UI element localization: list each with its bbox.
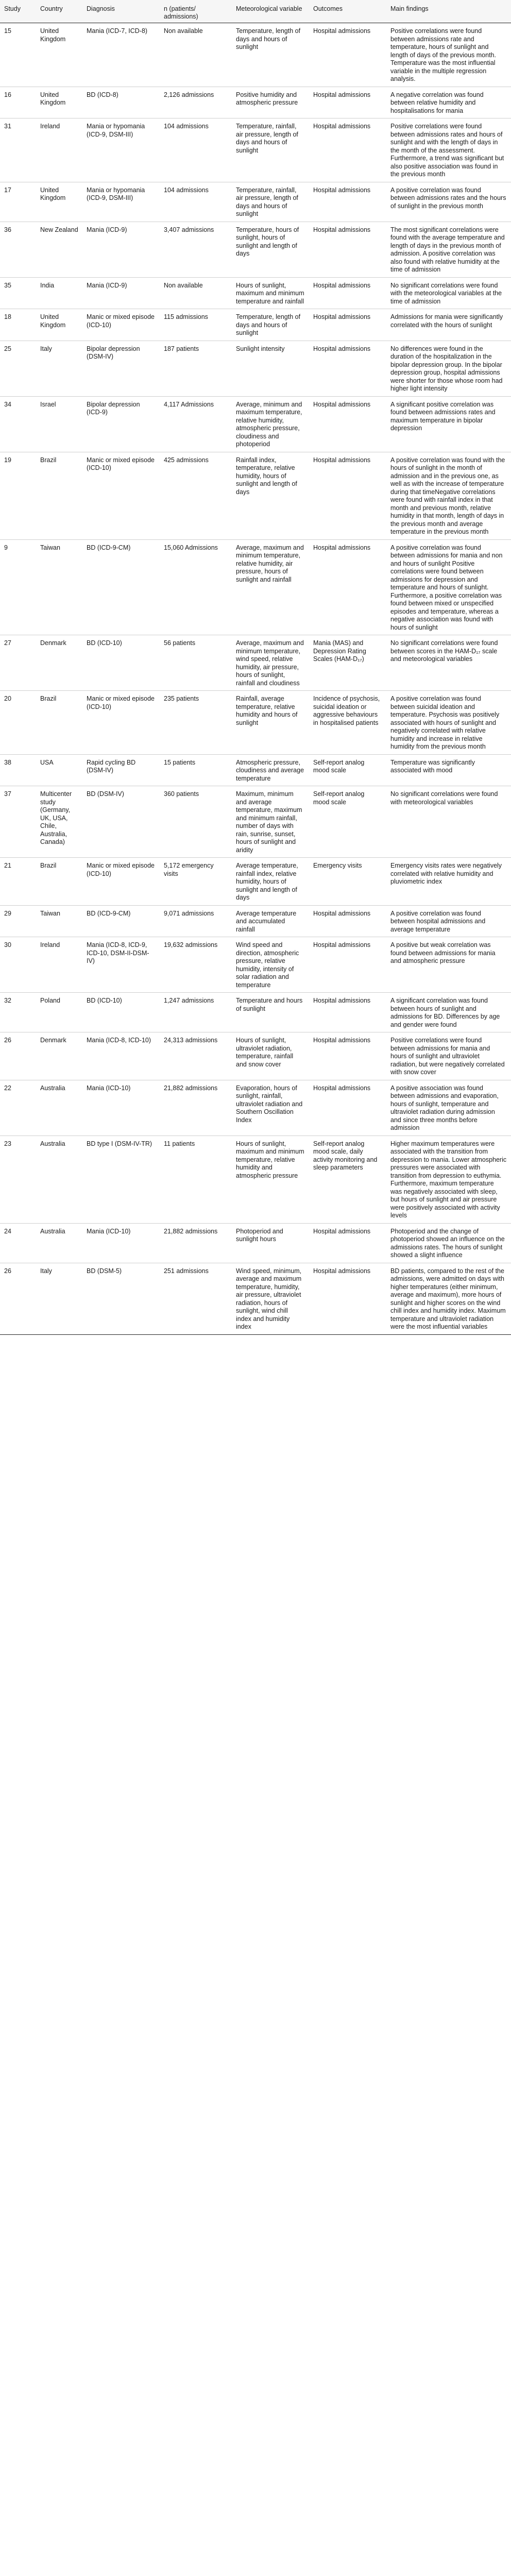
cell-country: USA bbox=[36, 754, 82, 786]
cell-country: Brazil bbox=[36, 691, 82, 755]
cell-diagnosis: BD (ICD-8) bbox=[82, 87, 160, 118]
cell-outcomes: Self-report analog mood scale, daily activity monitoring and sleep parameters bbox=[309, 1136, 386, 1223]
cell-country: Australia bbox=[36, 1080, 82, 1136]
cell-country: Brazil bbox=[36, 452, 82, 539]
table-row bbox=[0, 905, 511, 937]
cell-outcomes: Hospital admissions bbox=[309, 1223, 386, 1263]
header-n: n (patients/ admissions) bbox=[160, 0, 232, 23]
cell-findings: A significant positive correlation was found between admissions rates and maximum temperature in bipolar depression bbox=[386, 396, 511, 452]
cell-n: 235 patients bbox=[160, 691, 232, 755]
cell-n: 187 patients bbox=[160, 341, 232, 396]
table-row bbox=[0, 858, 511, 906]
cell-study: 22 bbox=[0, 1080, 36, 1136]
cell-meteorological: Average, minimum and maximum temperature, relative humidity, atmospheric pressure, cloudiness and photoperiod bbox=[232, 396, 309, 452]
cell-outcomes: Hospital admissions bbox=[309, 118, 386, 182]
cell-study: 16 bbox=[0, 87, 36, 118]
cell-outcomes: Hospital admissions bbox=[309, 23, 386, 87]
cell-findings: Higher maximum temperatures were associated with the transition from depression to mania. Lower atmospheric pressures were associated with transition from depression to euthymia. Furthermore, maximum temperature was negatively associated with sleep, but hours of sunlight and air pressure were positively associated with activity levels bbox=[386, 1136, 511, 1223]
cell-findings: BD patients, compared to the rest of the admissions, were admitted on days with higher temperatures (either minimum, average and maximum), more hours of sunlight and higher scores on the wind chill index and humidity index. Maximum temperature and ultraviolet radiation were the most influential variables bbox=[386, 1263, 511, 1334]
cell-outcomes: Hospital admissions bbox=[309, 396, 386, 452]
cell-n: 21,882 admissions bbox=[160, 1080, 232, 1136]
cell-diagnosis: BD (DSM-5) bbox=[82, 1263, 160, 1334]
cell-study: 37 bbox=[0, 786, 36, 858]
cell-n: 15,060 Admissions bbox=[160, 539, 232, 635]
cell-meteorological: Average, maximum and minimum temperature, relative humidity, air pressure, hours of sunlight and rainfall bbox=[232, 539, 309, 635]
cell-country: Israel bbox=[36, 396, 82, 452]
cell-diagnosis: Manic or mixed episode (ICD-10) bbox=[82, 452, 160, 539]
table-row bbox=[0, 118, 511, 182]
cell-country: Taiwan bbox=[36, 539, 82, 635]
cell-meteorological: Temperature, length of days and hours of sunlight bbox=[232, 309, 309, 341]
cell-findings: Temperature was significantly associated with mood bbox=[386, 754, 511, 786]
header-findings: Main findings bbox=[386, 0, 511, 23]
cell-findings: A positive correlation was found between hospital admissions and average temperature bbox=[386, 905, 511, 937]
cell-study: 15 bbox=[0, 23, 36, 87]
cell-findings: A positive association was found between admissions and evaporation, hours of sunlight, temperature and ultraviolet radiation during admission and since three months before admission bbox=[386, 1080, 511, 1136]
cell-country: Multicenter study (Germany, UK, USA, Chile, Australia, Canada) bbox=[36, 786, 82, 858]
cell-country: Australia bbox=[36, 1136, 82, 1223]
cell-study: 24 bbox=[0, 1223, 36, 1263]
cell-meteorological: Average temperature, rainfall index, relative humidity, hours of sunlight and length of days bbox=[232, 858, 309, 906]
table-row bbox=[0, 786, 511, 858]
cell-n: 115 admissions bbox=[160, 309, 232, 341]
cell-findings: A positive correlation was found between suicidal ideation and temperature. Psychosis was positively associated with hours of sunlight and negatively correlated with relative humidity and increase in relative humidity from the previous month bbox=[386, 691, 511, 755]
cell-outcomes: Hospital admissions bbox=[309, 277, 386, 309]
cell-outcomes: Emergency visits bbox=[309, 858, 386, 906]
table-row bbox=[0, 87, 511, 118]
cell-n: 3,407 admissions bbox=[160, 222, 232, 277]
table-row bbox=[0, 222, 511, 277]
cell-diagnosis: Mania or hypomania (ICD-9, DSM-III) bbox=[82, 118, 160, 182]
cell-outcomes: Incidence of psychosis, suicidal ideation or aggressive behaviours in hospitalised patients bbox=[309, 691, 386, 755]
cell-meteorological: Rainfall, average temperature, relative humidity and hours of sunlight bbox=[232, 691, 309, 755]
cell-findings: Photoperiod and the change of photoperiod showed an influence on the admissions rates. The hours of sunlight showed a slight influence bbox=[386, 1223, 511, 1263]
cell-diagnosis: Manic or mixed episode (ICD-10) bbox=[82, 691, 160, 755]
cell-country: Denmark bbox=[36, 635, 82, 691]
cell-study: 21 bbox=[0, 858, 36, 906]
cell-study: 25 bbox=[0, 341, 36, 396]
cell-diagnosis: Mania (ICD-8, ICD-9, ICD-10, DSM-II-DSM-IV) bbox=[82, 937, 160, 993]
cell-country: Brazil bbox=[36, 858, 82, 906]
cell-meteorological: Temperature, length of days and hours of sunlight bbox=[232, 23, 309, 87]
cell-diagnosis: BD (ICD-10) bbox=[82, 993, 160, 1032]
cell-country: Denmark bbox=[36, 1032, 82, 1080]
table-row bbox=[0, 396, 511, 452]
cell-study: 26 bbox=[0, 1263, 36, 1334]
cell-study: 31 bbox=[0, 118, 36, 182]
cell-meteorological: Maximum, minimum and average temperature, maximum and minimum rainfall, number of days with rain, sunrise, sunset, hours of sunlight and aridity bbox=[232, 786, 309, 858]
cell-study: 36 bbox=[0, 222, 36, 277]
table-row bbox=[0, 23, 511, 87]
table-row bbox=[0, 452, 511, 539]
cell-meteorological: Atmospheric pressure, cloudiness and average temperature bbox=[232, 754, 309, 786]
cell-n: 11 patients bbox=[160, 1136, 232, 1223]
cell-outcomes: Hospital admissions bbox=[309, 905, 386, 937]
header-meteorological: Meteorological variable bbox=[232, 0, 309, 23]
cell-outcomes: Hospital admissions bbox=[309, 937, 386, 993]
cell-meteorological: Temperature, rainfall, air pressure, length of days and hours of sunlight bbox=[232, 118, 309, 182]
cell-meteorological: Temperature and hours of sunlight bbox=[232, 993, 309, 1032]
cell-country: Italy bbox=[36, 341, 82, 396]
cell-findings: A positive correlation was found between admissions rates and the hours of sunlight in the previous month bbox=[386, 182, 511, 222]
table-row bbox=[0, 539, 511, 635]
cell-findings: No significant correlations were found with the meteorological variables at the time of admission bbox=[386, 277, 511, 309]
cell-n: 15 patients bbox=[160, 754, 232, 786]
cell-findings: A positive correlation was found with the hours of sunlight in the month of admission and in the previous one, as well as with the increase of temperature during that timeNegative correlations were found with rainfall index in that month and previous month, relative humidity in that month, length of days in the previous month and average temperature in the previous month bbox=[386, 452, 511, 539]
header-country: Country bbox=[36, 0, 82, 23]
cell-n: 24,313 admissions bbox=[160, 1032, 232, 1080]
cell-meteorological: Hours of sunlight, ultraviolet radiation, temperature, rainfall and snow cover bbox=[232, 1032, 309, 1080]
cell-country: Ireland bbox=[36, 118, 82, 182]
cell-outcomes: Self-report analog mood scale bbox=[309, 786, 386, 858]
cell-study: 29 bbox=[0, 905, 36, 937]
cell-outcomes: Hospital admissions bbox=[309, 452, 386, 539]
cell-country: Taiwan bbox=[36, 905, 82, 937]
cell-diagnosis: BD (DSM-IV) bbox=[82, 786, 160, 858]
cell-diagnosis: Manic or mixed episode (ICD-10) bbox=[82, 309, 160, 341]
cell-outcomes: Hospital admissions bbox=[309, 341, 386, 396]
cell-outcomes: Hospital admissions bbox=[309, 1032, 386, 1080]
cell-findings: Emergency visits rates were negatively correlated with relative humidity and pluviometric index bbox=[386, 858, 511, 906]
table-header bbox=[0, 0, 511, 23]
cell-findings: A positive but weak correlation was found between admissions for mania and atmospheric pressure bbox=[386, 937, 511, 993]
cell-outcomes: Hospital admissions bbox=[309, 993, 386, 1032]
cell-n: 21,882 admissions bbox=[160, 1223, 232, 1263]
table-body bbox=[0, 23, 511, 1335]
table-row bbox=[0, 754, 511, 786]
cell-n: 5,172 emergency visits bbox=[160, 858, 232, 906]
cell-meteorological: Sunlight intensity bbox=[232, 341, 309, 396]
cell-country: Poland bbox=[36, 993, 82, 1032]
table-row bbox=[0, 993, 511, 1032]
cell-study: 19 bbox=[0, 452, 36, 539]
cell-n: Non available bbox=[160, 277, 232, 309]
cell-study: 35 bbox=[0, 277, 36, 309]
cell-outcomes: Hospital admissions bbox=[309, 309, 386, 341]
cell-diagnosis: Mania (ICD-9) bbox=[82, 222, 160, 277]
cell-findings: A positive correlation was found between admissions for mania and non and hours of sunlight Positive correlations were found between admissions for depression and temperature and hours of sunlight. Furthermore, a positive correlation was found between mixed or unspecified episodes and temperature, whereas a negative association was found with hours of sunlight bbox=[386, 539, 511, 635]
cell-meteorological: Temperature, rainfall, air pressure, length of days and hours of sunlight bbox=[232, 182, 309, 222]
cell-country: United Kingdom bbox=[36, 23, 82, 87]
cell-country: India bbox=[36, 277, 82, 309]
cell-study: 9 bbox=[0, 539, 36, 635]
cell-study: 23 bbox=[0, 1136, 36, 1223]
table-row bbox=[0, 277, 511, 309]
cell-meteorological: Wind speed and direction, atmospheric pressure, relative humidity, intensity of solar radiation and temperature bbox=[232, 937, 309, 993]
cell-n: 56 patients bbox=[160, 635, 232, 691]
cell-diagnosis: Mania (ICD-7, ICD-8) bbox=[82, 23, 160, 87]
cell-study: 17 bbox=[0, 182, 36, 222]
header-study: Study bbox=[0, 0, 36, 23]
cell-outcomes: Hospital admissions bbox=[309, 539, 386, 635]
cell-study: 38 bbox=[0, 754, 36, 786]
cell-findings: The most significant correlations were found with the average temperature and length of days in the previous month of admission. A positive correlation was also found with relative humidity at the time of admission bbox=[386, 222, 511, 277]
cell-meteorological: Evaporation, hours of sunlight, rainfall, ultraviolet radiation and Southern Oscillation Index bbox=[232, 1080, 309, 1136]
cell-diagnosis: BD type I (DSM-IV-TR) bbox=[82, 1136, 160, 1223]
cell-meteorological: Wind speed, minimum, average and maximum temperature, humidity, air pressure, ultraviolet radiation, hours of sunlight, wind chill index and humidity index bbox=[232, 1263, 309, 1334]
cell-meteorological: Average temperature and accumulated rainfall bbox=[232, 905, 309, 937]
table-row bbox=[0, 1223, 511, 1263]
cell-meteorological: Rainfall index, temperature, relative humidity, hours of sunlight and length of days bbox=[232, 452, 309, 539]
cell-diagnosis: Mania (ICD-9) bbox=[82, 277, 160, 309]
cell-country: New Zealand bbox=[36, 222, 82, 277]
cell-n: 9,071 admissions bbox=[160, 905, 232, 937]
cell-diagnosis: Rapid cycling BD (DSM-IV) bbox=[82, 754, 160, 786]
cell-n: 425 admissions bbox=[160, 452, 232, 539]
table-row bbox=[0, 1263, 511, 1334]
cell-outcomes: Hospital admissions bbox=[309, 1263, 386, 1334]
cell-diagnosis: Manic or mixed episode (ICD-10) bbox=[82, 858, 160, 906]
cell-outcomes: Hospital admissions bbox=[309, 1080, 386, 1136]
cell-study: 18 bbox=[0, 309, 36, 341]
cell-country: United Kingdom bbox=[36, 309, 82, 341]
cell-outcomes: Hospital admissions bbox=[309, 87, 386, 118]
cell-country: United Kingdom bbox=[36, 87, 82, 118]
cell-diagnosis: Mania (ICD-8, ICD-10) bbox=[82, 1032, 160, 1080]
cell-study: 32 bbox=[0, 993, 36, 1032]
table-row bbox=[0, 691, 511, 755]
cell-findings: No significant correlations were found between scores in the HAM-D₁₇ scale and meteorological variables bbox=[386, 635, 511, 691]
table-row bbox=[0, 341, 511, 396]
table-row bbox=[0, 937, 511, 993]
cell-outcomes: Hospital admissions bbox=[309, 182, 386, 222]
header-row bbox=[0, 0, 511, 23]
header-outcomes: Outcomes bbox=[309, 0, 386, 23]
cell-n: 360 patients bbox=[160, 786, 232, 858]
cell-meteorological: Positive humidity and atmospheric pressure bbox=[232, 87, 309, 118]
cell-n: 2,126 admissions bbox=[160, 87, 232, 118]
cell-diagnosis: Bipolar depression (DSM-IV) bbox=[82, 341, 160, 396]
cell-outcomes: Hospital admissions bbox=[309, 222, 386, 277]
cell-country: United Kingdom bbox=[36, 182, 82, 222]
cell-n: 1,247 admissions bbox=[160, 993, 232, 1032]
cell-findings: Positive correlations were found between admissions rate and temperature, hours of sunlight and length of days of the previous month. Temperature was the most influential variable in the multiple regression analysis. bbox=[386, 23, 511, 87]
cell-n: 4,117 Admissions bbox=[160, 396, 232, 452]
cell-country: Italy bbox=[36, 1263, 82, 1334]
cell-findings: Admissions for mania were significantly correlated with the hours of sunlight bbox=[386, 309, 511, 341]
cell-study: 30 bbox=[0, 937, 36, 993]
cell-diagnosis: Mania or hypomania (ICD-9, DSM-III) bbox=[82, 182, 160, 222]
cell-diagnosis: Bipolar depression (ICD-9) bbox=[82, 396, 160, 452]
cell-n: 251 admissions bbox=[160, 1263, 232, 1334]
table-row bbox=[0, 1136, 511, 1223]
cell-study: 20 bbox=[0, 691, 36, 755]
cell-findings: A negative correlation was found between relative humidity and hospitalisations for mania bbox=[386, 87, 511, 118]
cell-diagnosis: BD (ICD-9-CM) bbox=[82, 539, 160, 635]
cell-meteorological: Hours of sunlight, maximum and minimum temperature, relative humidity and atmospheric pressure bbox=[232, 1136, 309, 1223]
table-row bbox=[0, 635, 511, 691]
table-row bbox=[0, 309, 511, 341]
cell-diagnosis: BD (ICD-10) bbox=[82, 635, 160, 691]
cell-diagnosis: BD (ICD-9-CM) bbox=[82, 905, 160, 937]
cell-diagnosis: Mania (ICD-10) bbox=[82, 1223, 160, 1263]
cell-outcomes: Self-report analog mood scale bbox=[309, 754, 386, 786]
cell-meteorological: Photoperiod and sunlight hours bbox=[232, 1223, 309, 1263]
cell-meteorological: Hours of sunlight, maximum and minimum temperature and rainfall bbox=[232, 277, 309, 309]
cell-n: 104 admissions bbox=[160, 182, 232, 222]
cell-n: 19,632 admissions bbox=[160, 937, 232, 993]
cell-study: 26 bbox=[0, 1032, 36, 1080]
cell-findings: No differences were found in the duration of the hospitalization in the bipolar depression group. In the bipolar depression group, hospital admissions were shorter for those whose room had higher light intensity bbox=[386, 341, 511, 396]
cell-n: Non available bbox=[160, 23, 232, 87]
cell-country: Ireland bbox=[36, 937, 82, 993]
cell-meteorological: Temperature, hours of sunlight, hours of sunlight and length of days bbox=[232, 222, 309, 277]
table-row bbox=[0, 1080, 511, 1136]
cell-findings: Positive correlations were found between admissions for mania and hours of sunlight and ultraviolet radiation, but were negatively correlated with snow cover bbox=[386, 1032, 511, 1080]
table-row bbox=[0, 1032, 511, 1080]
cell-findings: A significant correlation was found between hours of sunlight and admissions for BD. Differences by age and gender were found bbox=[386, 993, 511, 1032]
cell-findings: No significant correlations were found with meteorological variables bbox=[386, 786, 511, 858]
cell-study: 34 bbox=[0, 396, 36, 452]
cell-meteorological: Average, maximum and minimum temperature, wind speed, relative humidity, air pressure, hours of sunlight, rainfall and cloudiness bbox=[232, 635, 309, 691]
cell-n: 104 admissions bbox=[160, 118, 232, 182]
table-row bbox=[0, 182, 511, 222]
cell-diagnosis: Mania (ICD-10) bbox=[82, 1080, 160, 1136]
cell-findings: Positive correlations were found between admissions rates and hours of sunlight and with the length of days in the month of the assessment. Furthermore, a trend was significant but also positive association was found in the previous month bbox=[386, 118, 511, 182]
cell-country: Australia bbox=[36, 1223, 82, 1263]
cell-outcomes: Mania (MAS) and Depression Rating Scales (HAM-D₁₇) bbox=[309, 635, 386, 691]
cell-study: 27 bbox=[0, 635, 36, 691]
header-diagnosis: Diagnosis bbox=[82, 0, 160, 23]
